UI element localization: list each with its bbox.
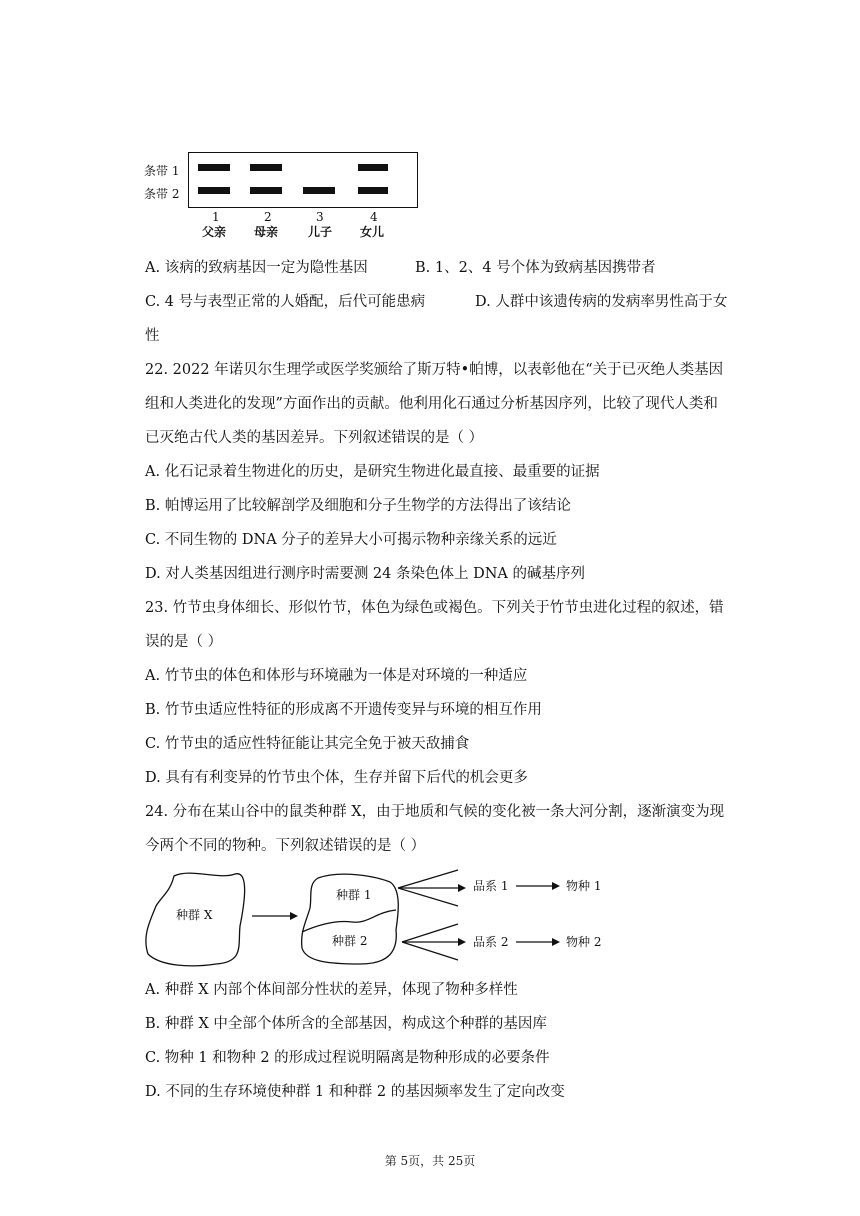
q21-option-a: A. 该病的致病基因一定为隐性基因 xyxy=(145,260,368,276)
band2-label: 条带 2 xyxy=(144,187,180,201)
q23-stem-line1: 23. 竹节虫身体细长、形似竹节，体色为绿色或褐色。下列关于竹节虫进化过程的叙述，错 xyxy=(145,600,724,616)
q22-stem-line1: 22. 2022 年诺贝尔生理学或医学奖颁给了斯万特•帕博，以表彰他在“关于已灭绝人类基因 xyxy=(145,362,724,378)
population-1-label: 种群 1 xyxy=(336,888,372,902)
gel-figure xyxy=(140,148,420,248)
page-footer: 第 5页，共 25页 xyxy=(384,1154,476,1168)
lane2-name: 母亲 xyxy=(254,225,279,239)
q24-option-b: B. 种群 X 中全部个体所含的全部基因，构成这个种群的基因库 xyxy=(145,1016,547,1032)
band1-label: 条带 1 xyxy=(144,164,180,178)
band-lane2-row2 xyxy=(250,187,282,194)
lane2-num: 2 xyxy=(264,210,272,224)
q22-option-a: A. 化石记录着生物进化的历史，是研究生物进化最直接、最重要的证据 xyxy=(145,464,600,480)
q22-option-d: D. 对人类基因组进行测序时需要测 24 条染色体上 DNA 的碱基序列 xyxy=(145,566,585,582)
river-line xyxy=(302,910,396,932)
q23-option-b: B. 竹节虫适应性特征的形成离不开遗传变异与环境的相互作用 xyxy=(145,702,542,718)
species-1-label: 物种 1 xyxy=(566,879,602,893)
q21-option-d-cont: 性 xyxy=(145,328,160,344)
q22-stem-line2: 组和人类进化的发现”方面作出的贡献。他利用化石通过分析基因序列，比较了现代人类和 xyxy=(145,396,718,412)
q24-option-d: D. 不同的生存环境使种群 1 和种群 2 的基因频率发生了定向改变 xyxy=(145,1084,565,1100)
band-lane3-row2 xyxy=(303,187,335,194)
q22-option-b: B. 帕博运用了比较解剖学及细胞和分子生物学的方法得出了该结论 xyxy=(145,498,571,514)
q23-stem-line2: 误的是（ ） xyxy=(145,634,223,650)
strain-2-label: 品系 2 xyxy=(473,935,509,949)
arrowhead-x-to-split xyxy=(290,912,298,920)
lane1-num: 1 xyxy=(212,210,220,224)
species-2-label: 物种 2 xyxy=(566,935,602,949)
gel-box xyxy=(188,152,418,208)
q23-option-a: A. 竹节虫的体色和体形与环境融为一体是对环境的一种适应 xyxy=(145,668,528,684)
lane3-name: 儿子 xyxy=(308,225,333,239)
q22-stem-line3: 已灭绝古代人类的基因差异。下列叙述错误的是（ ） xyxy=(145,430,484,446)
band-lane4-row2 xyxy=(358,187,388,194)
q21-option-d: D. 人群中该遗传病的发病率男性高于女 xyxy=(475,294,728,310)
population-2-label: 种群 2 xyxy=(332,934,368,948)
q24-option-c: C. 物种 1 和物种 2 的形成过程说明隔离是物种形成的必要条件 xyxy=(145,1050,550,1066)
q22-option-c: C. 不同生物的 DNA 分子的差异大小可揭示物种亲缘关系的远近 xyxy=(145,532,557,548)
q24-stem-line1: 24. 分布在某山谷中的鼠类种群 X，由于地质和气候的变化被一条大河分割，逐渐演变为现 xyxy=(145,804,725,820)
q23-option-c: C. 竹节虫的适应性特征能让其完全免于被天敌捕食 xyxy=(145,736,470,752)
lane4-num: 4 xyxy=(370,210,378,224)
band-lane1-row1 xyxy=(198,164,230,171)
q21-option-b: B. 1、2、4 号个体为致病基因携带者 xyxy=(415,260,656,276)
q24-stem-line2: 今两个不同的物种。下列叙述错误的是（ ） xyxy=(145,838,426,854)
q21-option-c: C. 4 号与表型正常的人婚配，后代可能患病 xyxy=(145,294,426,310)
q23-option-d: D. 具有有利变异的竹节虫个体，生存并留下后代的机会更多 xyxy=(145,770,528,786)
strain-1-label: 品系 1 xyxy=(473,879,509,893)
lane3-num: 3 xyxy=(316,210,324,224)
band-lane2-row1 xyxy=(250,164,282,171)
band-lane4-row1 xyxy=(358,164,388,171)
lane4-name: 女儿 xyxy=(360,225,385,239)
speciation-diagram xyxy=(140,866,620,972)
q24-option-a: A. 种群 X 内部个体间部分性状的差异，体现了物种多样性 xyxy=(145,982,518,998)
population-x-label: 种群 X xyxy=(176,908,213,922)
band-lane1-row2 xyxy=(198,187,230,194)
lane1-name: 父亲 xyxy=(202,225,227,239)
